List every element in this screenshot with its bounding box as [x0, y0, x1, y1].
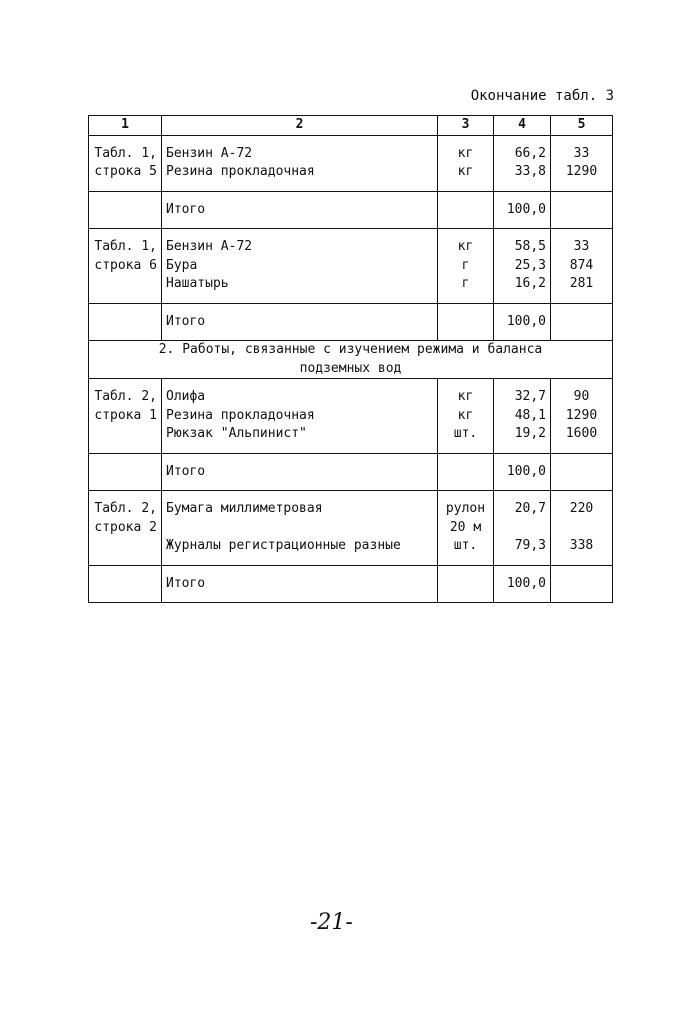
cell-c5 — [551, 519, 613, 538]
cell-c5: 338 — [551, 537, 613, 556]
header-cell-2: 2 — [162, 116, 438, 136]
spacer-cell — [494, 444, 551, 454]
section-title: 2. Работы, связанные с изучением режима и баланса — [89, 341, 613, 360]
total-label: Итого — [162, 575, 438, 594]
spacer-row — [89, 135, 613, 145]
spacer-cell — [89, 379, 162, 389]
total-label: Итого — [162, 313, 438, 332]
spacer-cell — [494, 191, 551, 201]
spacer-cell — [494, 481, 551, 491]
table-row — [89, 238, 613, 257]
cell-c1: Табл. 1, — [89, 145, 162, 164]
total-empty — [438, 201, 494, 220]
spacer-cell — [162, 593, 438, 603]
spacer-cell — [494, 182, 551, 192]
spacer-row — [89, 303, 613, 313]
spacer-cell — [494, 379, 551, 389]
cell-c4: 48,1 — [494, 407, 551, 426]
spacer-cell — [162, 491, 438, 501]
total-empty — [551, 575, 613, 594]
cell-c2: Резина прокладочная — [162, 407, 438, 426]
spacer-row — [89, 593, 613, 603]
spacer-cell — [494, 593, 551, 603]
spacer-cell — [438, 453, 494, 463]
spacer-cell — [89, 135, 162, 145]
spacer-cell — [162, 303, 438, 313]
spacer-cell — [551, 556, 613, 566]
cell-c1: строка 2 — [89, 519, 162, 538]
total-value: 100,0 — [494, 575, 551, 594]
cell-c3: кг — [438, 388, 494, 407]
cell-c5: 1290 — [551, 163, 613, 182]
spacer-cell — [438, 593, 494, 603]
spacer-cell — [89, 565, 162, 575]
cell-c3: г — [438, 257, 494, 276]
spacer-cell — [89, 331, 162, 341]
cell-c5: 874 — [551, 257, 613, 276]
spacer-row — [89, 219, 613, 229]
spacer-cell — [494, 135, 551, 145]
spacer-cell — [162, 331, 438, 341]
total-empty — [89, 201, 162, 220]
section-title-row — [89, 360, 613, 379]
spacer-cell — [551, 182, 613, 192]
spacer-cell — [162, 481, 438, 491]
cell-c1: Табл. 2, — [89, 500, 162, 519]
spacer-cell — [494, 331, 551, 341]
cell-c1 — [89, 275, 162, 294]
table-row — [89, 145, 613, 164]
cell-c3: шт. — [438, 425, 494, 444]
cell-c3: кг — [438, 238, 494, 257]
spacer-cell — [162, 219, 438, 229]
total-row — [89, 463, 613, 482]
spacer-row — [89, 379, 613, 389]
table-caption: Окончание табл. 3 — [470, 88, 614, 104]
spacer-cell — [494, 491, 551, 501]
total-empty — [438, 575, 494, 594]
cell-c2 — [162, 519, 438, 538]
materials-table — [88, 115, 613, 603]
spacer-cell — [89, 303, 162, 313]
spacer-cell — [494, 565, 551, 575]
spacer-cell — [438, 444, 494, 454]
spacer-cell — [162, 135, 438, 145]
cell-c2: Резина прокладочная — [162, 163, 438, 182]
total-empty — [551, 201, 613, 220]
total-empty — [89, 575, 162, 594]
spacer-cell — [438, 182, 494, 192]
spacer-cell — [438, 481, 494, 491]
cell-c3: кг — [438, 145, 494, 164]
cell-c3: шт. — [438, 537, 494, 556]
total-empty — [438, 313, 494, 332]
total-value: 100,0 — [494, 201, 551, 220]
spacer-row — [89, 182, 613, 192]
cell-c3: рулон — [438, 500, 494, 519]
cell-c5: 90 — [551, 388, 613, 407]
total-row — [89, 201, 613, 220]
table-row — [89, 500, 613, 519]
cell-c1: строка 6 — [89, 257, 162, 276]
total-empty — [551, 313, 613, 332]
table-row — [89, 519, 613, 538]
spacer-cell — [162, 565, 438, 575]
cell-c4: 32,7 — [494, 388, 551, 407]
cell-c1: строка 5 — [89, 163, 162, 182]
spacer-cell — [89, 191, 162, 201]
spacer-cell — [162, 294, 438, 304]
total-empty — [89, 463, 162, 482]
spacer-row — [89, 453, 613, 463]
cell-c5: 33 — [551, 238, 613, 257]
cell-c1 — [89, 537, 162, 556]
cell-c1: строка 1 — [89, 407, 162, 426]
table-row — [89, 537, 613, 556]
cell-c4: 66,2 — [494, 145, 551, 164]
cell-c2: Рюкзак "Альпинист" — [162, 425, 438, 444]
spacer-cell — [551, 593, 613, 603]
spacer-cell — [162, 453, 438, 463]
cell-c5: 220 — [551, 500, 613, 519]
cell-c2: Журналы регистрационные разные — [162, 537, 438, 556]
total-empty — [89, 313, 162, 332]
header-cell-4: 4 — [494, 116, 551, 136]
spacer-cell — [438, 556, 494, 566]
spacer-cell — [89, 481, 162, 491]
cell-c5: 1600 — [551, 425, 613, 444]
spacer-cell — [494, 294, 551, 304]
spacer-cell — [162, 191, 438, 201]
table-row — [89, 407, 613, 426]
total-label: Итого — [162, 463, 438, 482]
spacer-cell — [494, 229, 551, 239]
spacer-cell — [494, 219, 551, 229]
spacer-cell — [551, 191, 613, 201]
spacer-cell — [162, 444, 438, 454]
spacer-row — [89, 556, 613, 566]
total-row — [89, 575, 613, 594]
spacer-cell — [162, 379, 438, 389]
spacer-cell — [438, 135, 494, 145]
spacer-cell — [494, 303, 551, 313]
cell-c4: 19,2 — [494, 425, 551, 444]
header-cell-3: 3 — [438, 116, 494, 136]
total-value: 100,0 — [494, 313, 551, 332]
header-row — [89, 116, 613, 136]
spacer-cell — [162, 182, 438, 192]
spacer-row — [89, 491, 613, 501]
cell-c4: 16,2 — [494, 275, 551, 294]
spacer-cell — [551, 229, 613, 239]
spacer-cell — [438, 331, 494, 341]
spacer-cell — [551, 444, 613, 454]
spacer-cell — [89, 491, 162, 501]
spacer-cell — [89, 444, 162, 454]
spacer-cell — [551, 135, 613, 145]
cell-c2: Бура — [162, 257, 438, 276]
table-row — [89, 425, 613, 444]
spacer-cell — [438, 491, 494, 501]
cell-c4: 58,5 — [494, 238, 551, 257]
spacer-row — [89, 229, 613, 239]
page-number: -21- — [310, 910, 353, 935]
spacer-cell — [438, 303, 494, 313]
spacer-cell — [438, 219, 494, 229]
cell-c2: Бензин А-72 — [162, 238, 438, 257]
cell-c4: 33,8 — [494, 163, 551, 182]
spacer-cell — [551, 219, 613, 229]
section-title: подземных вод — [89, 360, 613, 379]
spacer-cell — [438, 191, 494, 201]
total-value: 100,0 — [494, 463, 551, 482]
spacer-cell — [89, 593, 162, 603]
spacer-cell — [438, 379, 494, 389]
spacer-cell — [89, 182, 162, 192]
header-cell-5: 5 — [551, 116, 613, 136]
table-row — [89, 388, 613, 407]
cell-c4: 25,3 — [494, 257, 551, 276]
spacer-row — [89, 331, 613, 341]
spacer-cell — [551, 565, 613, 575]
spacer-row — [89, 191, 613, 201]
total-empty — [438, 463, 494, 482]
cell-c1: Табл. 1, — [89, 238, 162, 257]
spacer-cell — [551, 294, 613, 304]
cell-c5: 33 — [551, 145, 613, 164]
cell-c1 — [89, 425, 162, 444]
spacer-row — [89, 294, 613, 304]
spacer-row — [89, 565, 613, 575]
section-title-row — [89, 341, 613, 360]
cell-c3: кг — [438, 407, 494, 426]
cell-c4 — [494, 519, 551, 538]
spacer-cell — [494, 556, 551, 566]
spacer-cell — [551, 481, 613, 491]
spacer-row — [89, 444, 613, 454]
spacer-cell — [551, 331, 613, 341]
total-empty — [551, 463, 613, 482]
cell-c1: Табл. 2, — [89, 388, 162, 407]
header-cell-1: 1 — [89, 116, 162, 136]
spacer-cell — [551, 453, 613, 463]
cell-c2: Олифа — [162, 388, 438, 407]
cell-c4: 20,7 — [494, 500, 551, 519]
cell-c3: 20 м — [438, 519, 494, 538]
spacer-cell — [89, 294, 162, 304]
cell-c3: г — [438, 275, 494, 294]
table-row — [89, 275, 613, 294]
spacer-cell — [89, 219, 162, 229]
cell-c2: Нашатырь — [162, 275, 438, 294]
spacer-cell — [162, 229, 438, 239]
spacer-cell — [89, 453, 162, 463]
total-label: Итого — [162, 201, 438, 220]
spacer-cell — [89, 556, 162, 566]
spacer-cell — [494, 453, 551, 463]
cell-c3: кг — [438, 163, 494, 182]
total-row — [89, 313, 613, 332]
cell-c5: 281 — [551, 275, 613, 294]
spacer-row — [89, 481, 613, 491]
cell-c2: Бумага миллиметровая — [162, 500, 438, 519]
cell-c4: 79,3 — [494, 537, 551, 556]
cell-c5: 1290 — [551, 407, 613, 426]
spacer-cell — [551, 379, 613, 389]
spacer-cell — [89, 229, 162, 239]
table-row — [89, 163, 613, 182]
spacer-cell — [438, 565, 494, 575]
cell-c2: Бензин А-72 — [162, 145, 438, 164]
spacer-cell — [162, 556, 438, 566]
spacer-cell — [551, 303, 613, 313]
spacer-cell — [438, 229, 494, 239]
table-row — [89, 257, 613, 276]
spacer-cell — [438, 294, 494, 304]
spacer-cell — [551, 491, 613, 501]
